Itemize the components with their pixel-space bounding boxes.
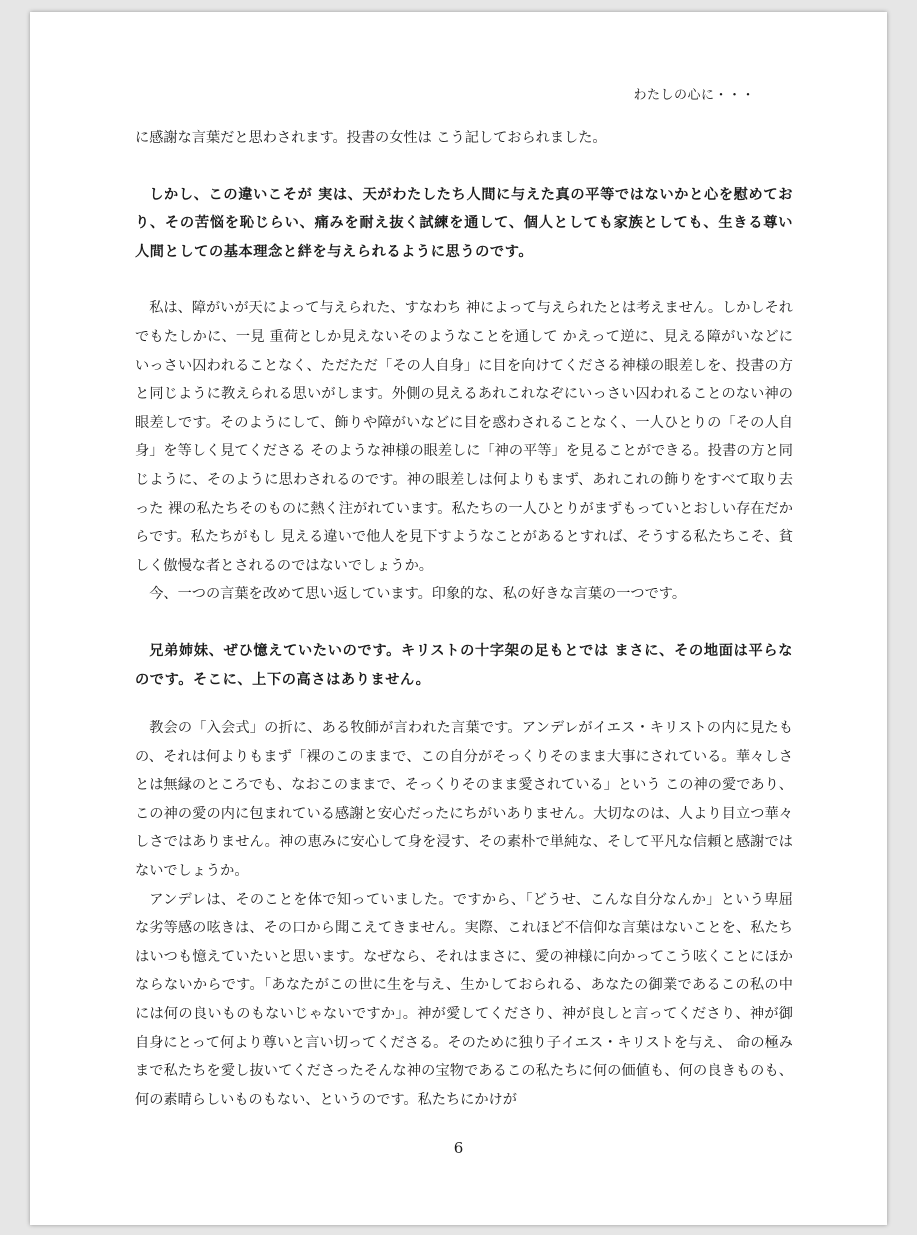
paragraph-quote-letter: しかし、この違いこそが 実は、天がわたしたち人間に与えた真の平等ではないかと心を慰めており、その苦悩を恥じらい、痛みを耐え抜く試練を通して、個人としても家族としても、生きる尊い人間としての基本理念と絆を与えられるように思うのです。: [135, 186, 793, 260]
paragraph-quote-cross: 兄弟姉妹、ぜひ憶えていたいのです。キリストの十字架の足もとでは まさに、その地面は平らなのです。そこに、上下の高さはありません。: [135, 642, 793, 688]
page-body: [135, 124, 793, 1114]
running-header: わたしの心に・・・: [633, 88, 755, 103]
paragraph-andrew-knew: アンデレは、そのことを体で知っていました。ですから、「どうせ、こんな自分なんか」という卑屈な劣等感の呟きは、その口から聞こえてきません。実際、これほど不信仰な言葉はないことを、私たちはいつも憶えていたいと思います。なぜなら、それはまさに、愛の神様に向かってこう呟くことにほかならないからです。「あなたがこの世に生を与え、生かしておられる、あなたの御業であるこの私の中には何の良いものもないじゃないですか」。神が愛してくださり、神が良しと言ってくださり、神が御自身にとって何より尊いと言い切ってくださる。そのために独り子イエス・キリストを与え、 命の極みまで私たちを愛し抜いてくださったそんな神の宝物であるこの私たちに何の価値も、何の良きものも、何の素晴らしいものもない、というのです。私たちにかけが: [135, 891, 793, 1108]
paragraph-gaze-of-god: 私は、障がいが天によって与えられた、すなわち 神によって与えられたとは考えません。しかしそれでもたしかに、一見 重荷としか見えないそのようなことを通して かえって逆に、見える障がいなどにいっさい囚われることなく、ただただ「その人自身」に目を向けてくださる神様の眼差しを、投書の方と同じように教えられる思いがします。外側の見えるあれこれなぞにいっさい囚われることのない神の眼差しです。そのようにして、飾りや障がいなどに目を惑わされることなく、一人ひとりの「その人自身」を等しく見てくださる そのような神様の眼差しに「神の平等」を見ることができる。投書の方と同じように、そのように思わされるのです。神の眼差しは何よりもまず、あれこれの飾りをすべて取り去った 裸の私たちそのものに熱く注がれています。私たちの一人ひとりがまずもっていとおしい存在だからです。私たちがもし 見える違いで他人を見下すようなことがあるとすれば、そうする私たちこそ、貧しく傲慢な者とされるのではないでしょうか。: [135, 300, 793, 574]
document-page: [30, 12, 887, 1225]
paragraph-andrew: 教会の「入会式」の折に、ある牧師が言われた言葉です。アンデレがイエス・キリストの内に見たもの、それは何よりもまず「裸のこのままで、この自分がそっくりそのまま大事にされている。華々しさとは無縁のところでも、なおこのままで、そっくりそのまま愛されている」という この神の愛であり、この神の愛の内に包まれている感謝と安心だったにちがいありません。大切なのは、人より目立つ華々しさではありません。神の恵みに安心して身を浸す、その素朴で単純な、そして平凡な信頼と感謝ではないでしょうか。: [135, 720, 793, 880]
paragraph-favorite-words: 今、一つの言葉を改めて思い返しています。印象的な、私の好きな言葉の一つです。: [149, 586, 687, 603]
page-number: 6: [453, 1139, 464, 1157]
paragraph-intro: に感謝な言葉だと思わされます。投書の女性は こう記しておられました。: [135, 130, 607, 146]
